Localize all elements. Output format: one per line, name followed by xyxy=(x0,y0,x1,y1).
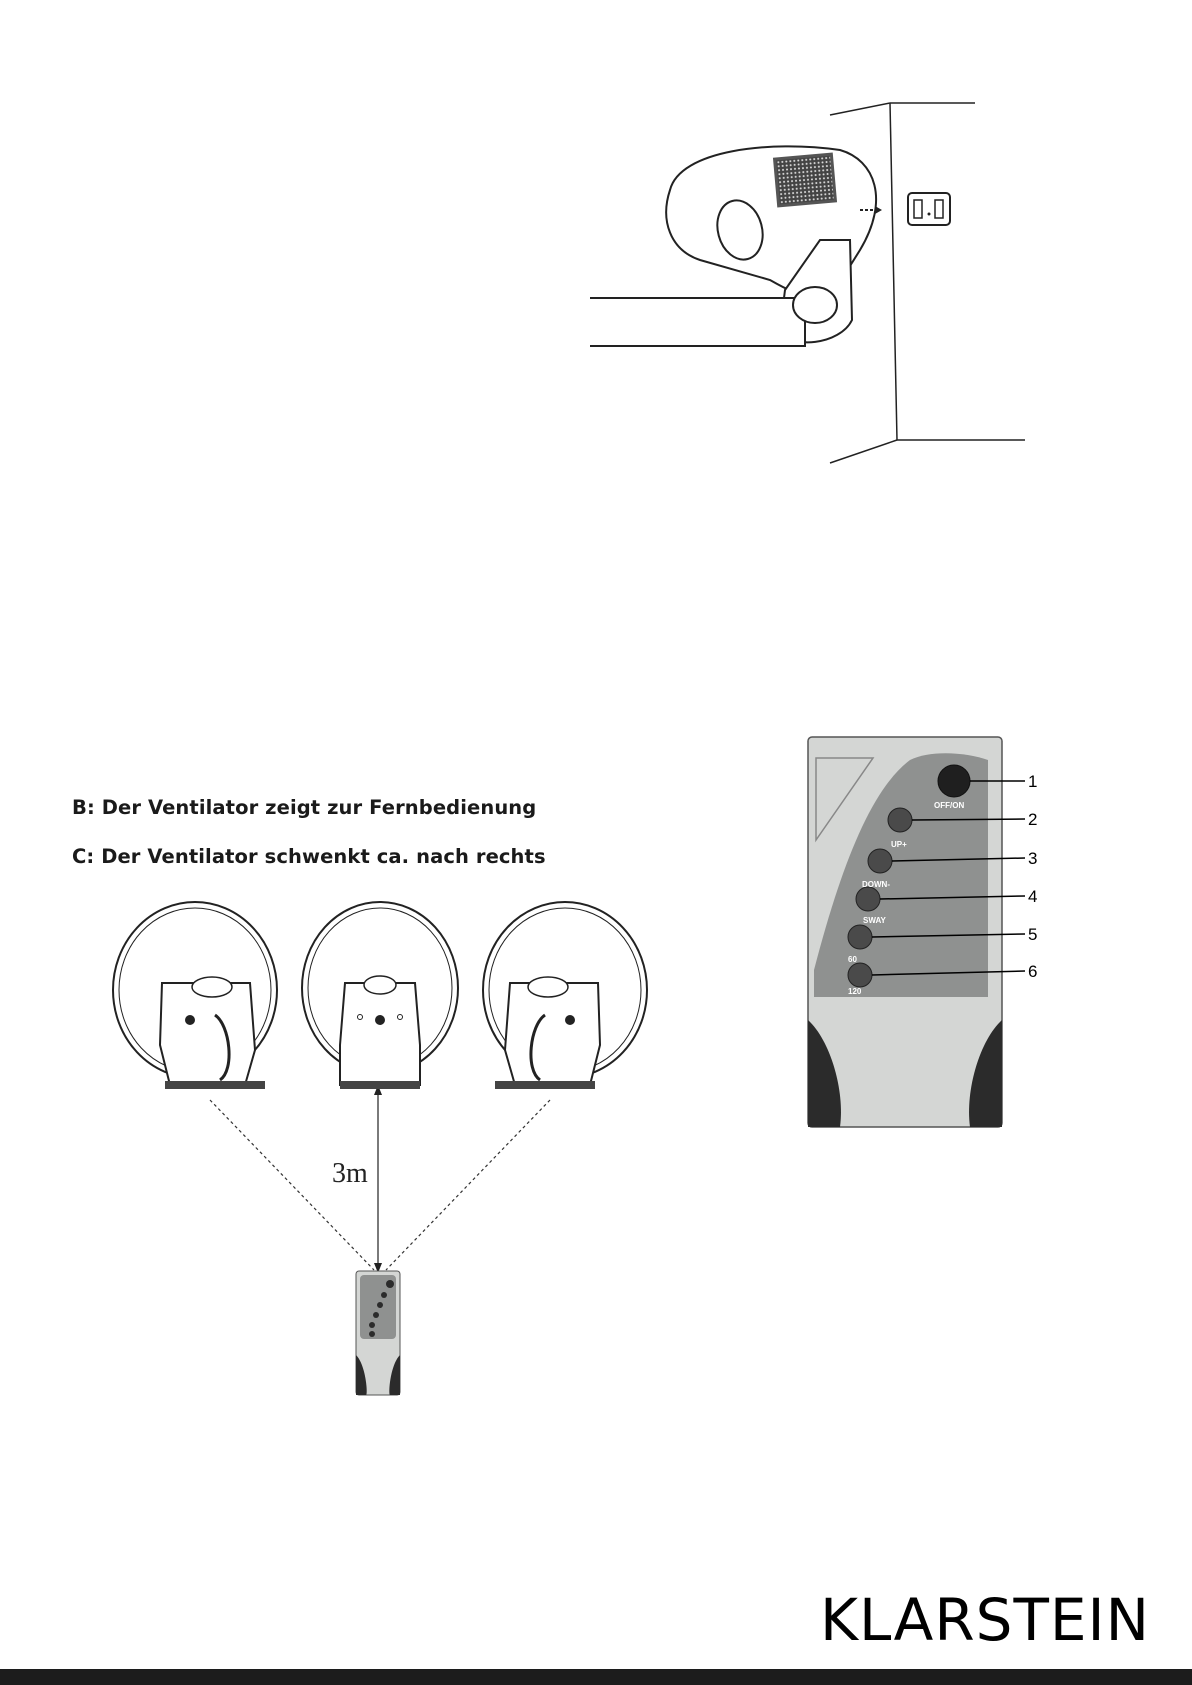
timer-60-button[interactable] xyxy=(848,925,872,949)
brand-logo: KLARSTEIN xyxy=(820,1586,1151,1654)
callout-number-3: 3 xyxy=(1028,849,1038,868)
power-button[interactable] xyxy=(938,765,970,797)
timer-120-label: 120 xyxy=(848,987,862,996)
caption-fan-swings-right: C: Der Ventilator schwenkt ca. nach rechts xyxy=(72,845,546,868)
callout-number-4: 4 xyxy=(1028,887,1038,906)
up-button[interactable] xyxy=(888,808,912,832)
distance-label: 3m xyxy=(332,1158,368,1189)
timer-120-button[interactable] xyxy=(848,963,872,987)
fan-center xyxy=(302,902,458,1089)
timer-60-label: 60 xyxy=(848,955,857,964)
sway-button[interactable] xyxy=(856,887,880,911)
up-label: UP+ xyxy=(891,840,907,849)
wall-mount-illustration xyxy=(590,90,1040,480)
fan-right xyxy=(483,902,647,1089)
caption-fan-points-to-remote: B: Der Ventilator zeigt zur Fernbedienung xyxy=(72,796,537,819)
fan-grille xyxy=(773,152,837,207)
callout-number-5: 5 xyxy=(1028,925,1038,944)
sway-label: SWAY xyxy=(863,916,886,925)
remote-control-diagram xyxy=(800,730,1060,1140)
down-label: DOWN- xyxy=(862,880,890,889)
callout-number-6: 6 xyxy=(1028,962,1038,981)
power-label: OFF/ON xyxy=(934,801,965,810)
fan-positions-diagram xyxy=(110,895,670,1405)
footer-bar xyxy=(0,1669,1192,1685)
callout-number-2: 2 xyxy=(1028,810,1038,829)
down-button[interactable] xyxy=(868,849,892,873)
callout-number-1: 1 xyxy=(1028,772,1038,791)
small-remote xyxy=(356,1271,400,1395)
fan-left xyxy=(113,902,277,1089)
